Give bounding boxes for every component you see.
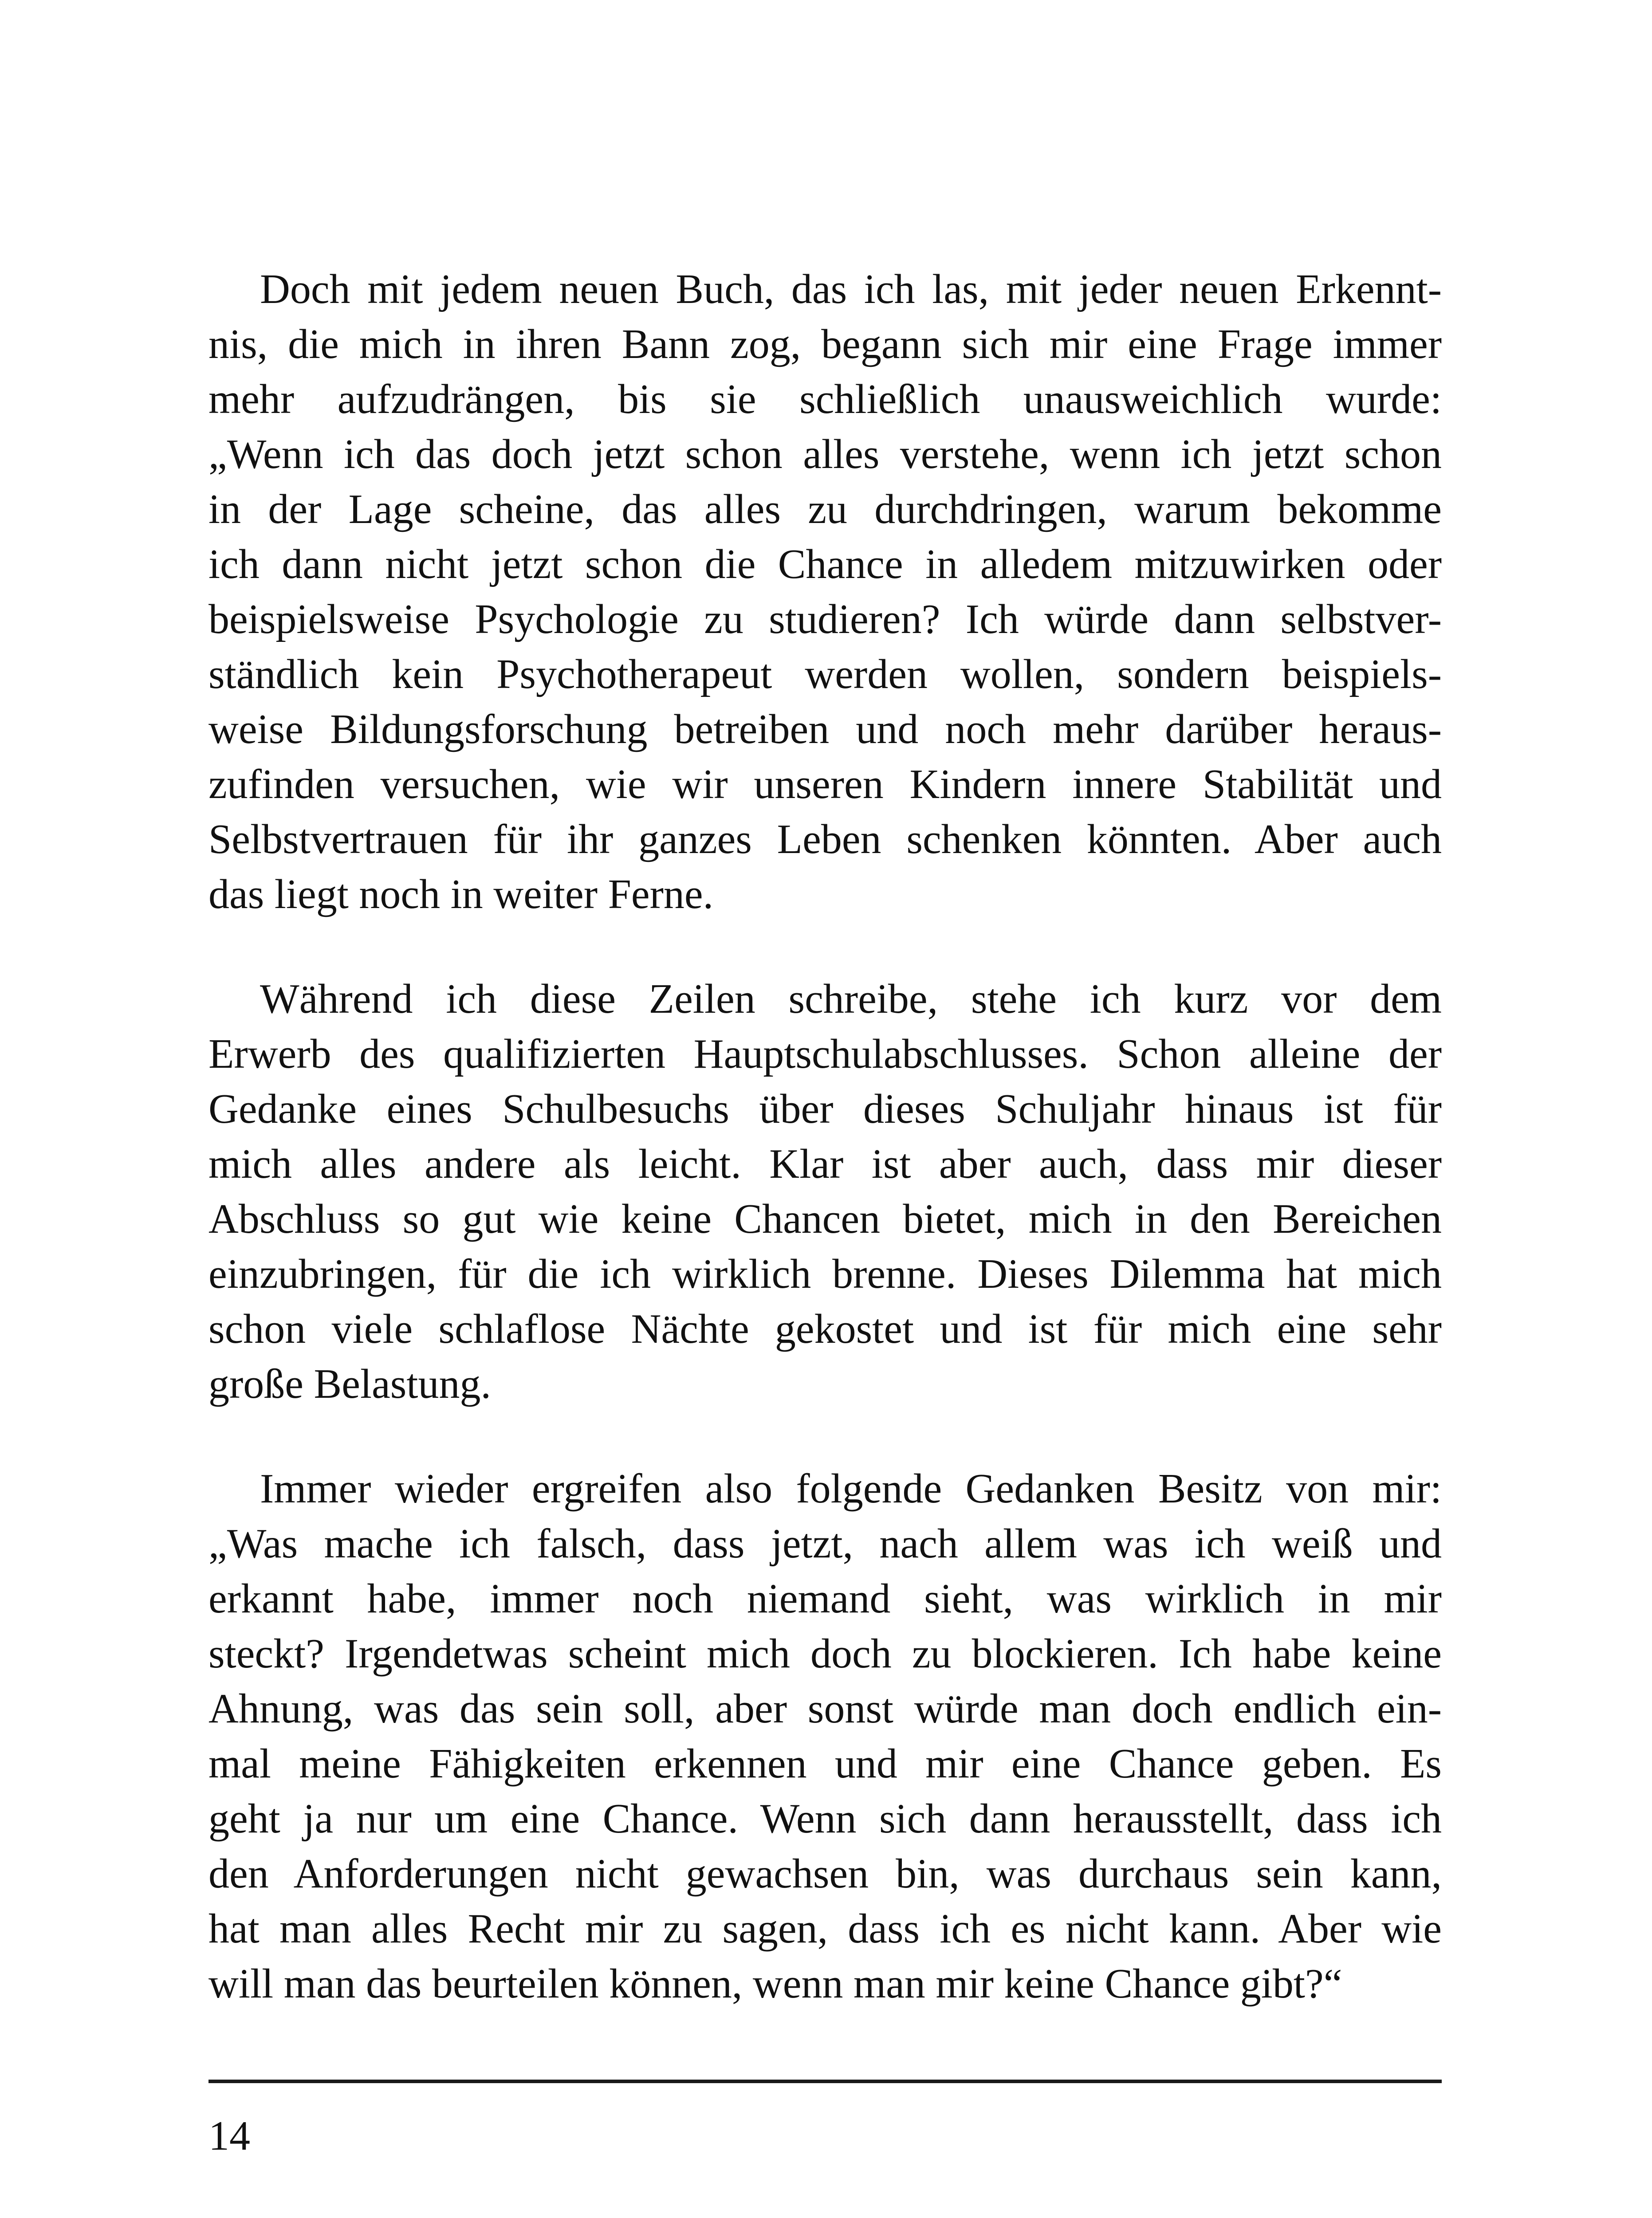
text-line: Doch mit jedem neuen Buch, das ich las, mit jeder neuen Erkennt-: [260, 266, 1442, 312]
text-line: Ahnung, was das sein soll, aber sonst würde man doch endlich ein-: [208, 1686, 1442, 1732]
footer-divider: [208, 2080, 1442, 2083]
text-line: zufinden versuchen, wie wir unseren Kindern innere Stabilität und: [208, 761, 1442, 807]
text-line: beispielsweise Psychologie zu studieren? Ich würde dann selbstver-: [208, 596, 1442, 642]
text-line: weise Bildungsforschung betreiben und noch mehr darüber heraus-: [208, 706, 1442, 752]
paragraph-1: [208, 262, 1442, 922]
text-line: mehr aufzudrängen, bis sie schließlich unausweichlich wurde:: [208, 376, 1442, 422]
text-line: nis, die mich in ihren Bann zog, begann sich mir eine Frage immer: [208, 321, 1442, 367]
text-line: den Anforderungen nicht gewachsen bin, was durchaus sein kann,: [208, 1851, 1442, 1897]
text-line: erkannt habe, immer noch niemand sieht, was wirklich in mir: [208, 1576, 1442, 1622]
text-line: will man das beurteilen können, wenn man mir keine Chance gibt?“: [208, 1961, 1342, 2007]
text-line: Gedanke eines Schulbesuchs über dieses Schuljahr hinaus ist für: [208, 1086, 1442, 1132]
text-line: schon viele schlaflose Nächte gekostet und ist für mich eine sehr: [208, 1306, 1442, 1352]
text-line: mich alles andere als leicht. Klar ist aber auch, dass mir dieser: [208, 1141, 1442, 1187]
text-line: in der Lage scheine, das alles zu durchdringen, warum bekomme: [208, 486, 1442, 532]
text-line: große Belastung.: [208, 1361, 491, 1407]
text-line: das liegt noch in weiter Ferne.: [208, 871, 714, 917]
text-line: Erwerb des qualifizierten Hauptschulabschlusses. Schon alleine der: [208, 1031, 1442, 1077]
text-line: ich dann nicht jetzt schon die Chance in alledem mitzuwirken oder: [208, 541, 1442, 587]
page-number: 14: [208, 2113, 250, 2159]
text-line: hat man alles Recht mir zu sagen, dass ich es nicht kann. Aber wie: [208, 1906, 1442, 1952]
text-line: ständlich kein Psychotherapeut werden wollen, sondern beispiels-: [208, 651, 1442, 697]
text-line: einzubringen, für die ich wirklich brenne. Dieses Dilemma hat mich: [208, 1251, 1442, 1297]
paragraph-2: [208, 971, 1442, 1412]
text-line: steckt? Irgendetwas scheint mich doch zu blockieren. Ich habe keine: [208, 1631, 1442, 1677]
text-line: Während ich diese Zeilen schreibe, stehe ich kurz vor dem: [260, 976, 1442, 1022]
body-text: [208, 262, 1442, 2011]
text-line: geht ja nur um eine Chance. Wenn sich dann herausstellt, dass ich: [208, 1796, 1442, 1842]
text-line: Immer wieder ergreifen also folgende Gedanken Besitz von mir:: [260, 1466, 1442, 1512]
text-line: Abschluss so gut wie keine Chancen bietet, mich in den Bereichen: [208, 1196, 1442, 1242]
text-line: „Wenn ich das doch jetzt schon alles verstehe, wenn ich jetzt schon: [208, 431, 1442, 477]
text-line: „Was mache ich falsch, dass jetzt, nach allem was ich weiß und: [208, 1521, 1442, 1567]
paragraph-3: [208, 1461, 1442, 2011]
text-line: Selbstvertrauen für ihr ganzes Leben schenken könnten. Aber auch: [208, 816, 1442, 862]
text-line: mal meine Fähigkeiten erkennen und mir eine Chance geben. Es: [208, 1741, 1442, 1787]
